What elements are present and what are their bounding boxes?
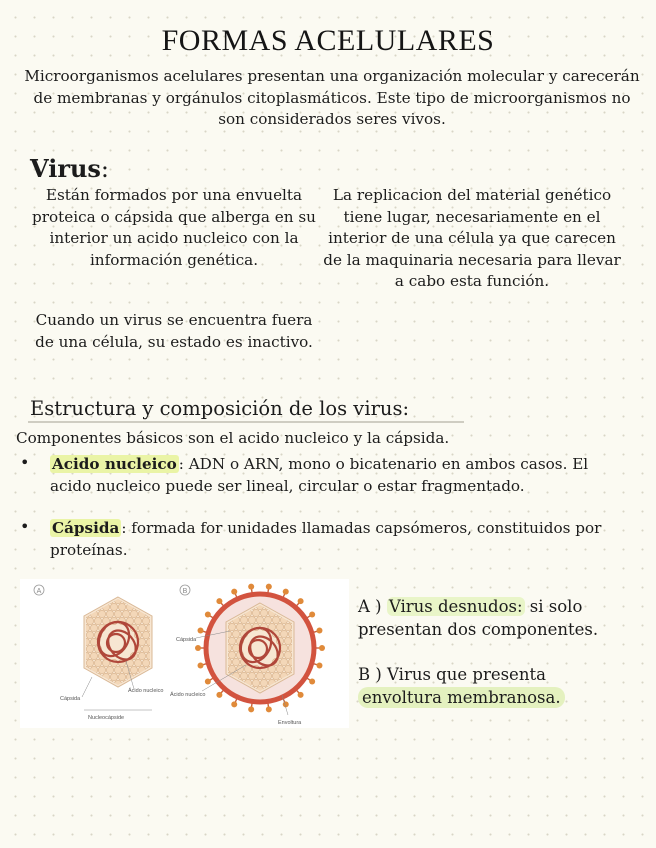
caption-b-line1: B ) Virus que presenta: [358, 665, 546, 684]
capsomer: [98, 666, 105, 673]
capsomer: [264, 616, 271, 623]
capsomer: [284, 623, 291, 630]
capsomer: [280, 630, 287, 637]
spike-head: [266, 584, 272, 590]
capsomer: [130, 680, 137, 687]
capsomer: [232, 644, 239, 651]
capsomer: [256, 616, 263, 623]
capsomer: [260, 609, 267, 616]
capsomer: [110, 603, 117, 610]
spike-head: [298, 692, 304, 698]
capsomer: [284, 665, 291, 672]
term-nucleic-acid: Acido nucleico: [52, 455, 177, 473]
capsomer: [82, 652, 89, 659]
capsomer: [82, 638, 89, 645]
label-envoltura: Envoltura: [278, 720, 302, 726]
spike-head: [205, 611, 211, 617]
spike-head: [195, 645, 201, 651]
capsomer: [252, 679, 259, 686]
label-acido-b: Ácido nucleico: [170, 692, 206, 698]
capsomer: [232, 630, 239, 637]
capsomer: [98, 680, 105, 687]
label-nucleocapside: Nucleocápside: [88, 715, 125, 721]
bullet-sep: :: [121, 519, 127, 537]
bullet-icon: •: [20, 517, 30, 536]
label-a: A: [36, 588, 42, 595]
capsomer: [272, 616, 279, 623]
virus-diagram-svg: [20, 579, 349, 728]
capsomer: [86, 673, 93, 680]
capsomer: [86, 659, 93, 666]
capsomer: [114, 610, 121, 617]
virus-heading-text: Virus: [30, 154, 101, 183]
capsomer: [272, 672, 279, 679]
capsomer: [86, 617, 93, 624]
virus-structure-text: Están formados por una envuelta proteica o cápsida que alberga en su interior un acido nucleico con la información genética.: [32, 186, 316, 269]
spike-head: [205, 679, 211, 685]
spike-head: [309, 679, 315, 685]
capsomer: [154, 624, 161, 631]
capsomer: [82, 624, 89, 631]
spike-head: [231, 589, 237, 595]
capsomer: [130, 596, 137, 603]
caption-a: [358, 595, 648, 641]
capsomer: [248, 616, 255, 623]
spike-head: [309, 611, 315, 617]
capsomer: [118, 603, 125, 610]
capsomer: [90, 638, 97, 645]
capsomer: [94, 617, 101, 624]
capsomer: [138, 652, 145, 659]
capsomer: [264, 672, 271, 679]
capsomer: [110, 673, 117, 680]
spike-head: [316, 628, 322, 634]
virus-heading: [30, 154, 109, 183]
capsomer: [280, 658, 287, 665]
label-acido-a: Ácido nucleico: [128, 688, 164, 694]
capsomer: [130, 666, 137, 673]
capsomer: [86, 603, 93, 610]
capsomer: [142, 617, 149, 624]
capsomer: [260, 679, 267, 686]
bullet-sep: :: [178, 455, 184, 473]
capsomer: [118, 673, 125, 680]
capsomer: [134, 617, 141, 624]
capsomer: [70, 645, 77, 652]
caption-a-rest: si solo presentan dos componentes.: [358, 597, 599, 639]
enveloped-virus: [195, 584, 325, 713]
capsomer: [280, 644, 287, 651]
capsomer: [284, 637, 291, 644]
capsomer: [142, 659, 149, 666]
capsomer: [236, 623, 243, 630]
spike-head: [231, 701, 237, 707]
spike-head: [248, 584, 254, 590]
virus-heading-colon: :: [100, 155, 110, 183]
capsomer: [236, 665, 243, 672]
capsomer: [74, 652, 81, 659]
label-capsida-b: Cápsida: [176, 637, 197, 643]
label-b: B: [182, 588, 188, 595]
caption-b-highlight: envoltura membranosa.: [358, 687, 565, 708]
naked-virus: [70, 596, 165, 687]
capsomer: [90, 624, 97, 631]
bullet-nucleic-acid: [50, 454, 610, 497]
capsomer: [158, 645, 165, 652]
capsomer: [240, 672, 247, 679]
capsomer: [248, 672, 255, 679]
spike-head: [283, 589, 289, 595]
spike-head: [319, 645, 325, 651]
capsomer: [122, 610, 129, 617]
capsomer: [98, 596, 105, 603]
bullet-text: formada for unidades llamadas capsómeros, constituidos por proteínas.: [50, 519, 602, 559]
capsomer: [106, 610, 113, 617]
spike-head: [216, 692, 222, 698]
capsomer: [142, 603, 149, 610]
intro-paragraph: Microorganismos acelulares presentan una organización molecular y carecerán de membranas y orgánulos citoplasmáticos. Este tipo de microorganismos no son considerados seres vivos.: [24, 67, 640, 128]
virus-diagram: [20, 579, 349, 728]
bullet-icon: •: [20, 453, 30, 472]
bullet-text: ADN o ARN, mono o bicatenario en ambos casos. El acido nucleico puede ser lineal, circular o estar fragmentado.: [50, 455, 589, 495]
term-capsid: Cápsida: [52, 519, 120, 537]
capsomer: [276, 623, 283, 630]
capsomer: [106, 666, 113, 673]
capsomer: [138, 624, 145, 631]
capsomer: [146, 652, 153, 659]
capsomer: [232, 658, 239, 665]
virus-replication-text: La replicacion del material genético tiene lugar, necesariamente en el interior de una célula ya que carecen de la maquinaria necesaria para llevar a cabo esta función.: [323, 186, 621, 290]
capsomer: [256, 672, 263, 679]
caption-b: [358, 663, 648, 709]
capsomer: [142, 631, 149, 638]
capsomer: [74, 638, 81, 645]
capsomer: [146, 638, 153, 645]
capsomer: [252, 609, 259, 616]
spike-head: [266, 706, 272, 712]
caption-a-prefix: A ): [358, 597, 387, 616]
spike-head: [316, 662, 322, 668]
capsomer: [276, 665, 283, 672]
spike-head: [283, 701, 289, 707]
spike-head: [216, 598, 222, 604]
capsomer: [158, 631, 165, 638]
structure-heading-underline: [28, 421, 464, 423]
components-intro: Componentes básicos son el acido nucleico y la cápsida.: [16, 429, 450, 447]
label-capsida-a: Cápsida: [60, 696, 81, 702]
capsomer: [98, 610, 105, 617]
capsomer: [142, 673, 149, 680]
capsomer: [240, 616, 247, 623]
page-title: FORMAS ACELULARES: [161, 24, 495, 57]
capsomer: [146, 624, 153, 631]
capsomer: [154, 638, 161, 645]
spike-head: [298, 598, 304, 604]
capsomer: [74, 624, 81, 631]
spike-head: [248, 706, 254, 712]
capsomer: [138, 638, 145, 645]
capsomer: [228, 651, 235, 658]
capsomer: [134, 659, 141, 666]
capsomer: [86, 645, 93, 652]
capsomer: [70, 631, 77, 638]
spike-head: [198, 628, 204, 634]
capsomer: [130, 610, 137, 617]
capsomer: [228, 637, 235, 644]
capsomer: [142, 645, 149, 652]
caption-a-highlight: Virus desnudos:: [388, 597, 523, 616]
spike-head: [198, 662, 204, 668]
capsomer: [90, 652, 97, 659]
capsomer: [94, 659, 101, 666]
capsomer: [284, 651, 291, 658]
virus-inactive-text: Cuando un virus se encuentra fuera de una célula, su estado es inactivo.: [35, 311, 313, 351]
capsomer: [114, 666, 121, 673]
capsomer: [228, 623, 235, 630]
capsomer: [86, 631, 93, 638]
capsomer: [154, 652, 161, 659]
structure-heading: Estructura y composición de los virus:: [30, 397, 410, 420]
bullet-capsid: [50, 518, 610, 561]
